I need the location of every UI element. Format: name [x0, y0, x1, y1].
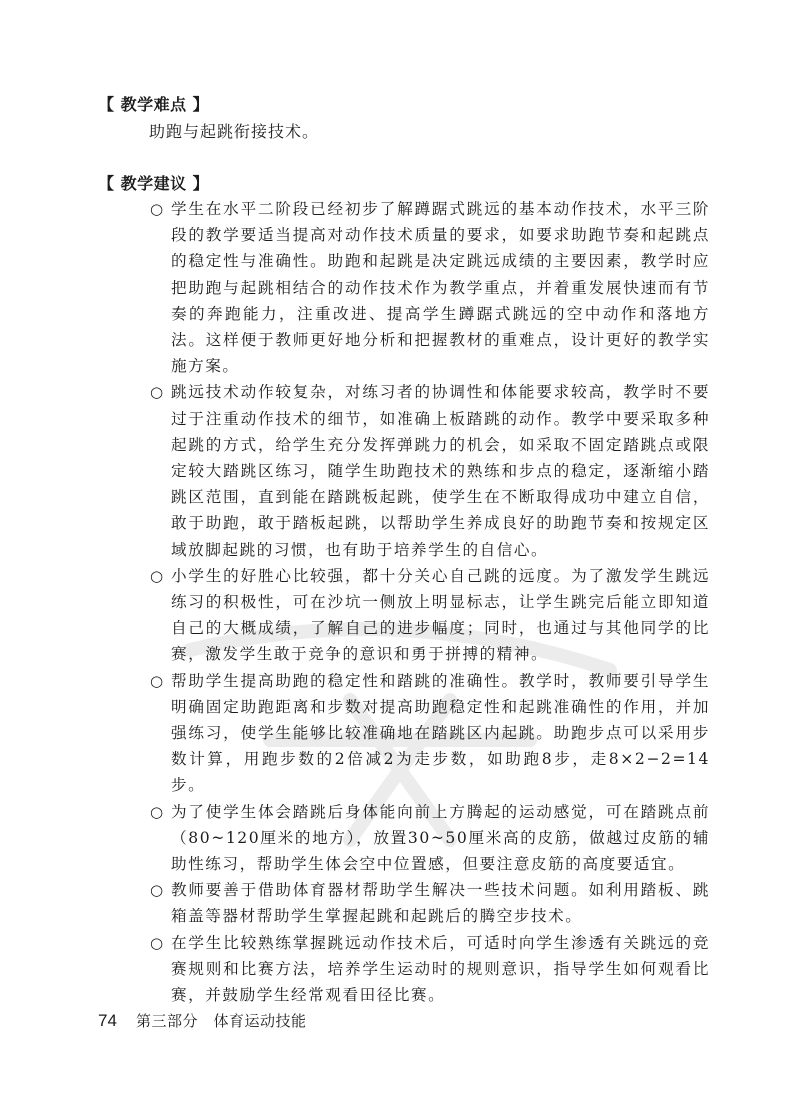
suggestion-list [150, 196, 710, 1008]
suggestion-item-6 [150, 877, 710, 929]
suggestion-item-1 [150, 196, 710, 379]
circle-bullet-icon: ○ [150, 933, 164, 952]
page-number: 74 [98, 1011, 117, 1030]
difficulty-text: 助跑与起跳衔接技术。 [149, 122, 320, 141]
suggestion-text: 为了使学生体会踏跳后身体能向前上方腾起的运动感觉，可在踏跳点前（80~120厘米的地方），放置30~50厘米高的皮筋，做越过皮筋的辅助性练习，帮助学生体会空中位置感，但要注意皮筋的高度要适宜。 [171, 802, 710, 874]
page-footer [98, 1010, 307, 1032]
difficulty-heading: 【 教学难点 】 [98, 95, 210, 114]
suggestion-text: 跳远技术动作较复杂，对练习者的协调性和体能要求较高，教学时不要过于注重动作技术的细节，如准确上板踏跳的动作。教学中要采取多种起跳的方式，给学生充分发挥弹跳力的机会，如采取不固定踏跳点或限定较大踏跳区练习，随学生助跑技术的熟练和步点的稳定，逐渐缩小踏跳区范围，直到能在踏跳板起跳，使学生在不断取得成功中建立自信，敢于助跑，敢于踏板起跳，以帮助学生养成良好的助跑节奏和按规定区域放脚起跳的习惯，也有助于培养学生的自信心。 [171, 383, 710, 559]
circle-bullet-icon: ○ [150, 671, 164, 690]
circle-bullet-icon: ○ [150, 383, 164, 402]
circle-bullet-icon: ○ [150, 881, 164, 900]
suggestion-item-3 [150, 563, 710, 668]
suggestion-item-5 [150, 799, 710, 878]
suggestion-text: 教师要善于借助体育器材帮助学生解决一些技术问题。如利用踏板、跳箱盖等器材帮助学生掌握起跳和起跳后的腾空步技术。 [171, 881, 710, 926]
part-label: 第三部分 体育运动技能 [136, 1012, 307, 1030]
suggestion-text: 在学生比较熟练掌握跳远动作技术后，可适时向学生渗透有关跳远的竞赛规则和比赛方法，培养学生运动时的规则意识，指导学生如何观看比赛，并鼓励学生经常观看田径比赛。 [171, 933, 710, 1005]
circle-bullet-icon: ○ [150, 802, 164, 821]
suggestion-item-7 [150, 930, 710, 1009]
circle-bullet-icon: ○ [150, 200, 164, 218]
suggestion-item-2 [150, 379, 710, 562]
suggestion-text: 小学生的好胜心比较强，都十分关心自己跳的远度。为了激发学生跳远练习的积极性，可在沙坑一侧放上明显标志，让学生跳完后能立即知道自己的大概成绩，了解自己的进步幅度；同时，也通过与其他同学的比赛，激发学生敢于竞争的意识和勇于拼搏的精神。 [171, 566, 710, 664]
suggestion-text: 帮助学生提高助跑的稳定性和踏跳的准确性。教学时，教师要引导学生明确固定助跑距离和步数对提高助跑稳定性和起跳准确性的作用，并加强练习，使学生能够比较准确地在踏跳区内起跳。助跑步点可以采用步数计算，用跑步数的2倍减2为走步数，如助跑8步，走8×2−2=14步。 [171, 671, 710, 795]
suggestions-heading: 【 教学建议 】 [98, 174, 210, 193]
suggestion-item-4 [150, 668, 710, 799]
suggestion-text: 学生在水平二阶段已经初步了解蹲踞式跳远的基本动作技术，水平三阶段的教学要适当提高对动作技术质量的要求，如要求助跑节奏和起跳点的稳定性与准确性。助跑和起跳是决定跳远成绩的主要因素，教学时应把助跑与起跳相结合的动作技术作为教学重点，并着重发展快速而有节奏的奔跑能力，注重改进、提高学生蹲踞式跳远的空中动作和落地方法。这样便于教师更好地分析和把握教材的重难点，设计更好的教学实施方案。 [171, 200, 710, 376]
circle-bullet-icon: ○ [150, 566, 164, 585]
